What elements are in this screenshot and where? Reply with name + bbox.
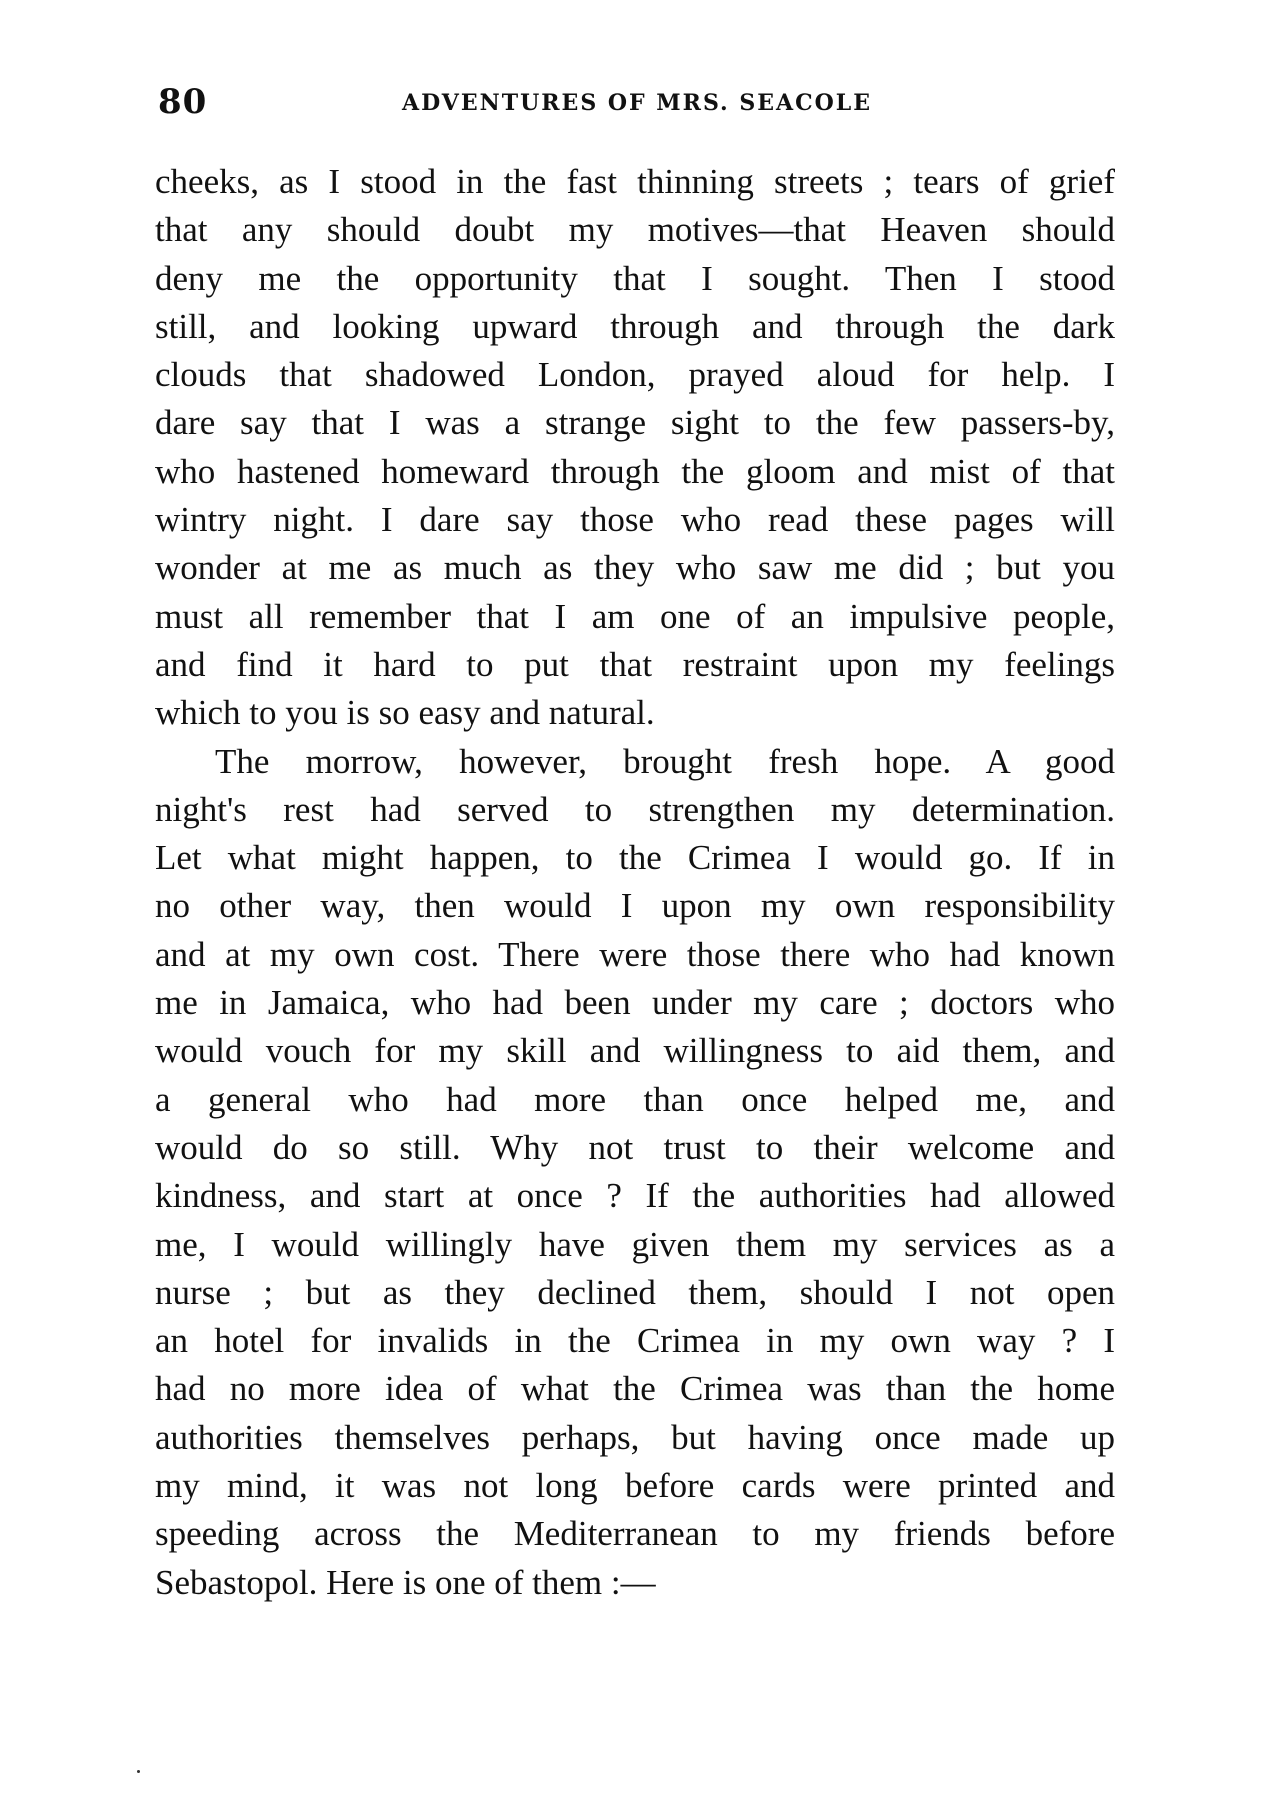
text-line: me, I would willingly have given them my services as a: [155, 1224, 1115, 1264]
text-line: no other way, then would I upon my own responsibility: [155, 886, 1115, 926]
text-line: Sebastopol. Here is one of them :—: [155, 1562, 656, 1602]
text-line: an hotel for invalids in the Crimea in my own way ? I: [155, 1321, 1115, 1361]
text-line: must all remember that I am one of an impulsive people,: [155, 596, 1115, 636]
text-line: that any should doubt my motives—that Heaven should: [155, 210, 1115, 250]
text-line: The morrow, however, brought fresh hope. A good: [215, 741, 1115, 781]
text-line: had no more idea of what the Crimea was than the home: [155, 1369, 1115, 1409]
text-line: speeding across the Mediterranean to my friends before: [155, 1514, 1115, 1554]
text-line: wintry night. I dare say those who read these pages will: [155, 500, 1115, 540]
ink-speck: [137, 1770, 140, 1773]
text-line: Let what might happen, to the Crimea I would go. If in: [155, 838, 1115, 878]
paragraph-1: [155, 158, 1115, 738]
text-line: and at my own cost. There were those there who had known: [155, 934, 1115, 974]
text-line: me in Jamaica, who had been under my care ; doctors who: [155, 983, 1115, 1023]
text-line: would vouch for my skill and willingness to aid them, and: [155, 1031, 1115, 1071]
text-line: deny me the opportunity that I sought. Then I stood: [155, 258, 1115, 298]
paragraph-2: [155, 738, 1115, 1607]
text-line: authorities themselves perhaps, but having once made up: [155, 1417, 1115, 1457]
text-line: cheeks, as I stood in the fast thinning streets ; tears of grief: [155, 162, 1115, 201]
page-header: [152, 82, 1112, 126]
text-line: still, and looking upward through and through the dark: [155, 306, 1115, 346]
text-line: and find it hard to put that restraint upon my feelings: [155, 644, 1115, 684]
text-line: night's rest had served to strengthen my determination.: [155, 789, 1115, 829]
text-line: nurse ; but as they declined them, should I not open: [155, 1272, 1115, 1312]
text-line: wonder at me as much as they who saw me did ; but you: [155, 548, 1115, 588]
text-line: kindness, and start at once ? If the authorities had allowed: [155, 1176, 1115, 1216]
text-line: which to you is so easy and natural.: [155, 693, 655, 733]
text-line: dare say that I was a strange sight to the few passers-by,: [155, 403, 1115, 443]
running-title: ADVENTURES OF MRS. SEACOLE: [402, 90, 872, 116]
body-text: [155, 158, 1115, 1607]
text-line: a general who had more than once helped me, and: [155, 1079, 1115, 1119]
text-line: who hastened homeward through the gloom and mist of that: [155, 451, 1115, 491]
text-line: clouds that shadowed London, prayed aloud for help. I: [155, 355, 1115, 395]
page-number: 80: [158, 82, 208, 122]
text-line: would do so still. Why not trust to their welcome and: [155, 1127, 1115, 1167]
text-line: my mind, it was not long before cards were printed and: [155, 1466, 1115, 1506]
